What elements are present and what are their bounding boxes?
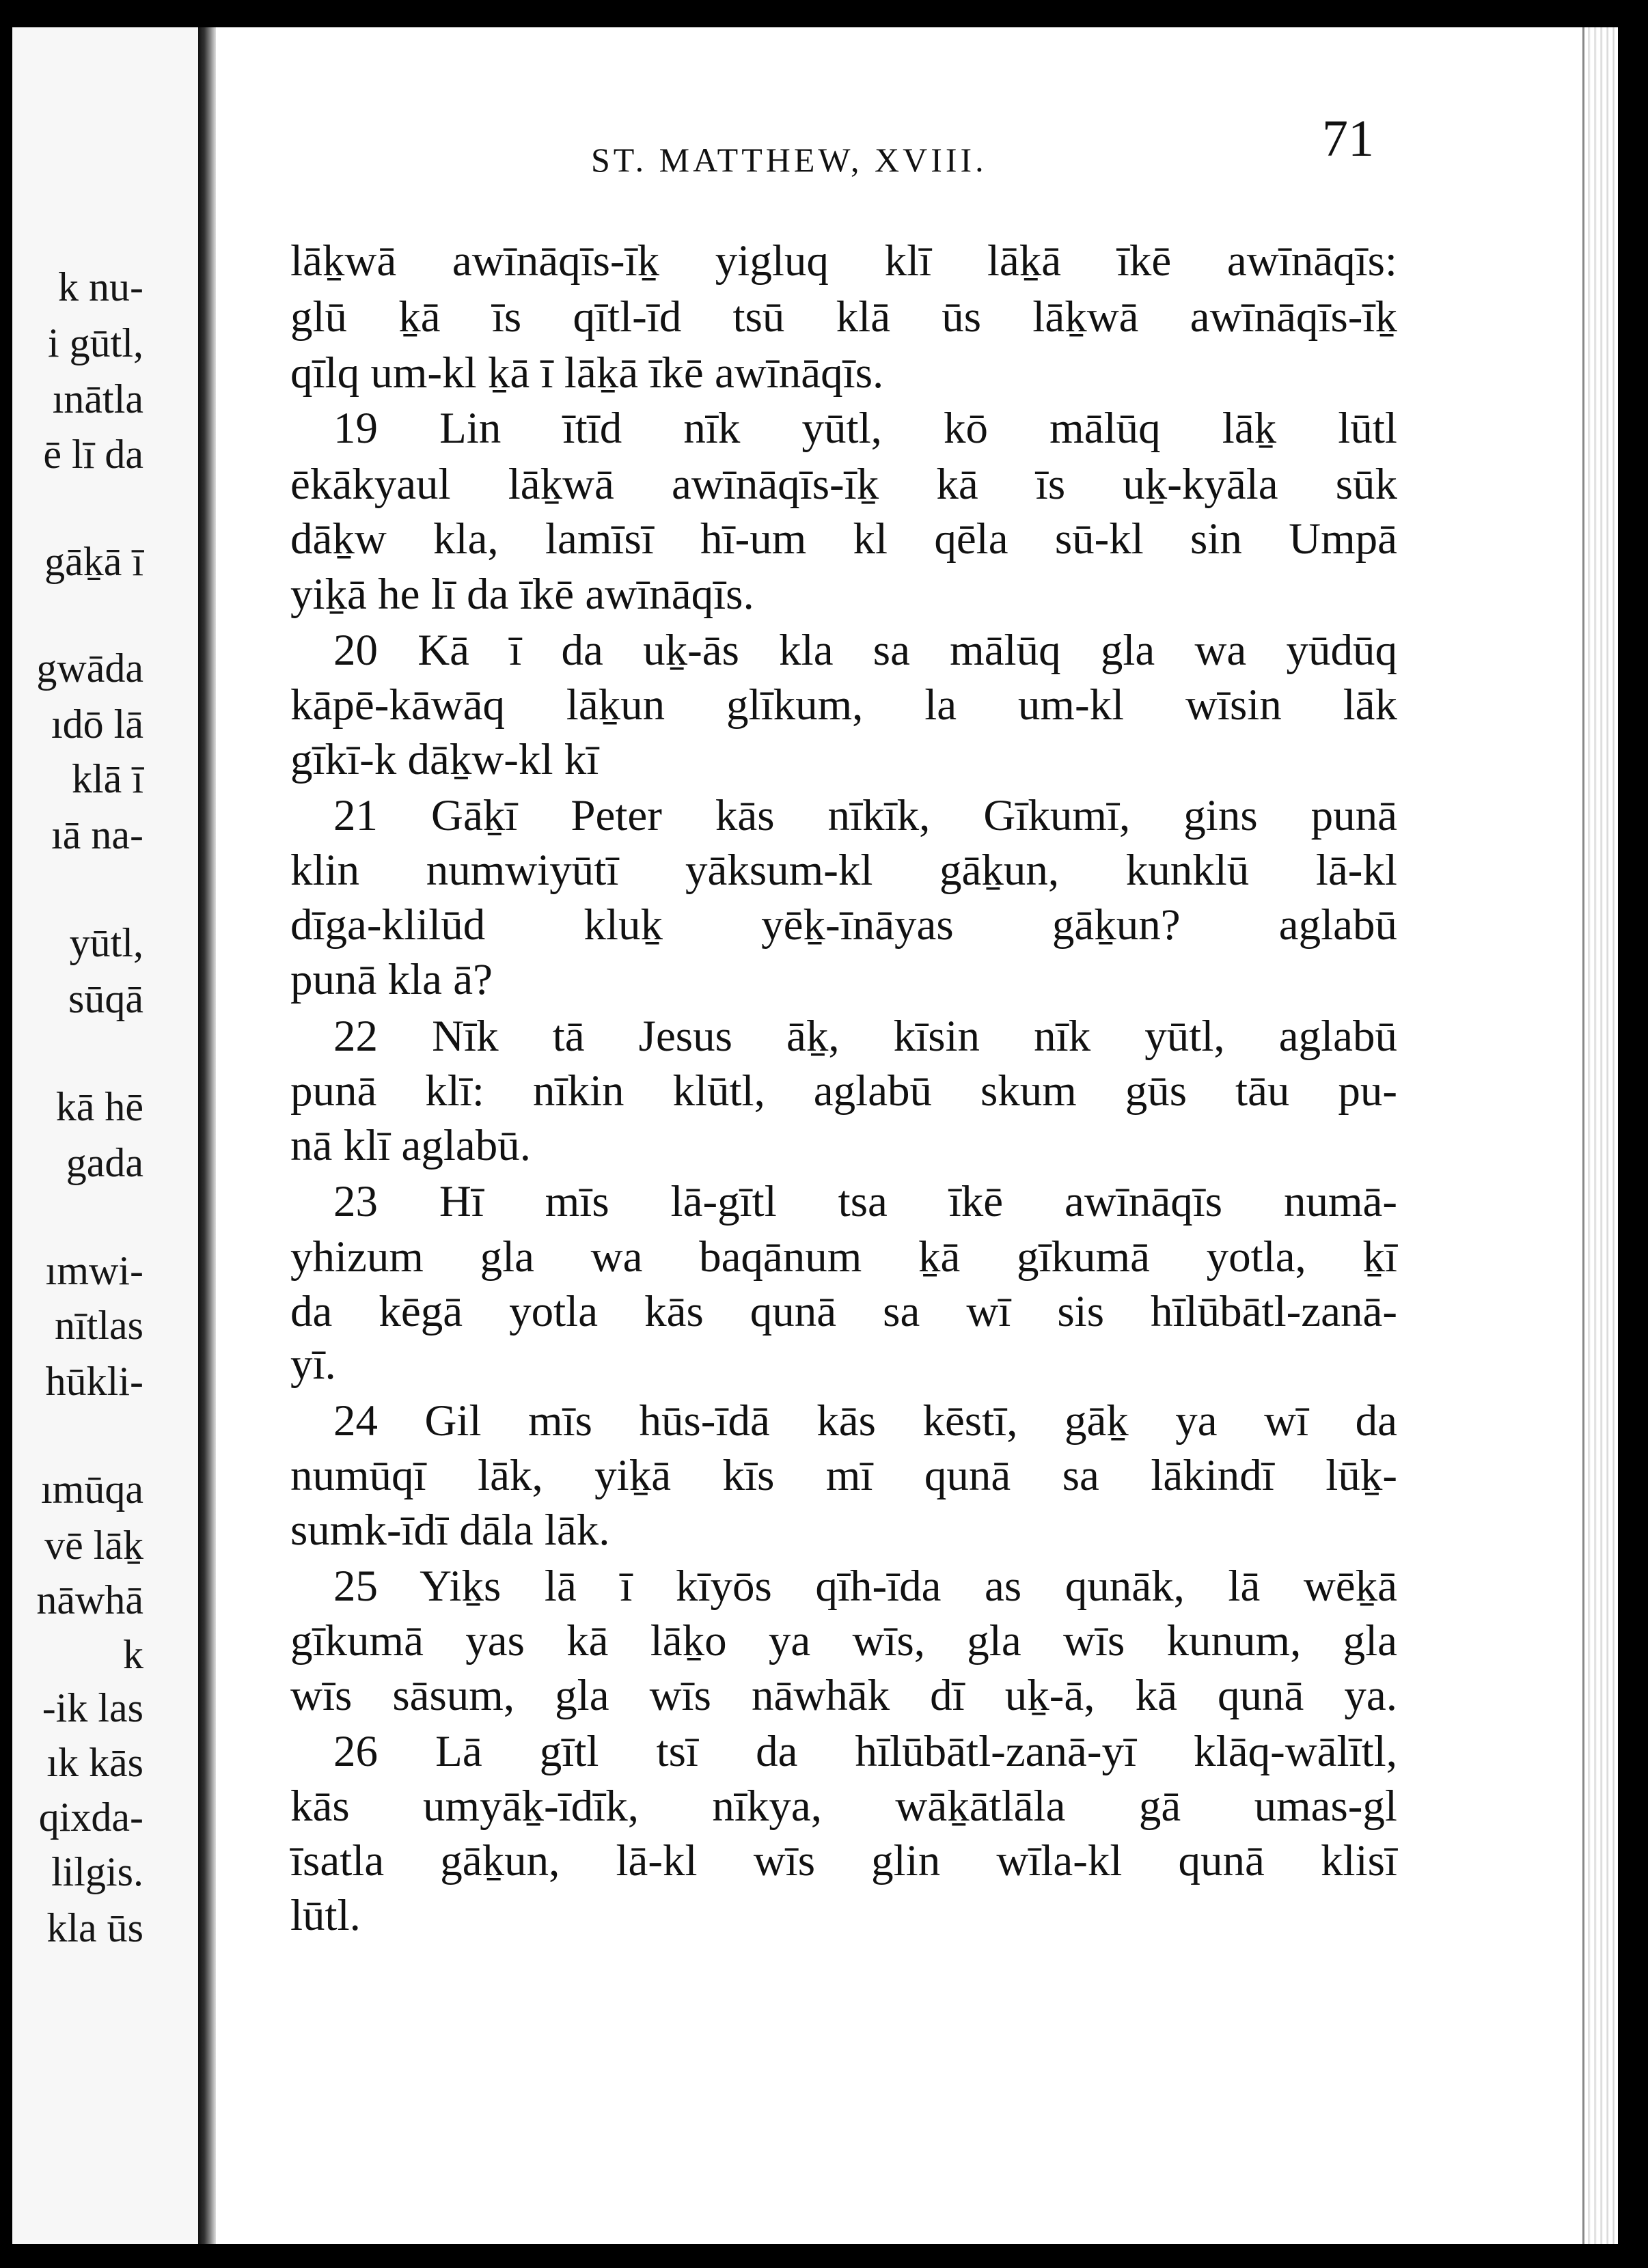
page-edge-stack [1582,27,1620,2244]
page-number: 71 [1322,110,1374,167]
facing-page-line: k nu- [58,264,143,309]
verse-24-start: 24 Gil mīs hūs-īdā kās kēstī, gāḵ ya wī da [333,1396,1397,1446]
facing-page-line: nāwhā [36,1577,143,1622]
text-line: punā kla ā? [290,955,493,1004]
scan-border-top [0,0,1648,27]
text-line: kāpē-kāwāq lāḵun glīkum, la um-kl wīsin lāk [290,680,1397,730]
verse-26-start: 26 Lā gītl tsī da hīlūbātl-zanā-yī klāq-wālītl, [333,1727,1397,1776]
facing-page-line: ınātla [52,376,143,421]
facing-page-fragment [12,27,198,2244]
text-line: dīga-klilūd kluḵ yēḵ-īnāyas gāḵun? aglabū [290,900,1397,950]
facing-page-line: kā hē [55,1084,143,1129]
text-line: numūqī lāk, yiḵā kīs mī qunā sa lākindī lūḵ- [290,1451,1397,1500]
facing-page-line: gada [66,1140,143,1185]
facing-page-line: ımwi- [45,1248,143,1293]
facing-page-line: nītlas [55,1303,143,1348]
text-line: ēkākyaul lāḵwā awīnāqīs-īḵ kā īs uḵ-kyāla sūk [290,460,1397,509]
verse-21-start: 21 Gāḵī Peter kās nīkīk, Gīkumī, gins punā [333,791,1397,840]
text-line: lāḵwā awīnāqīs-īḵ yigluq klī lāḵā īkē awīnāqīs: [290,236,1397,286]
text-line: īsatla gāḵun, lā-kl wīs glin wīla-kl qunā klisī [290,1836,1397,1885]
facing-page-line: ē lī da [43,432,143,477]
text-line: yī. [290,1340,336,1389]
verse-23-start: 23 Hī mīs lā-gītl tsa īkē awīnāqīs numā- [333,1177,1397,1226]
text-line: punā klī: nīkin klūtl, aglabū skum gūs tāu pu- [290,1066,1397,1116]
text-line: kās umyāḵ-īdīk, nīkya, wāḵātlāla gā umas-gl [290,1782,1397,1831]
text-line: gīkī-k dāḵw-kl kī [290,735,599,784]
facing-page-line: ıdō lā [51,702,143,747]
text-line: klin numwiyūtī yāksum-kl gāḵun, kunklū lā-kl [290,846,1397,895]
verse-25-start: 25 Yiḵs lā ī kīyōs qīh-īda as qunāk, lā wēḵā [333,1562,1397,1611]
text-line: yhizum gla wa baqānum ḵā gīkumā yotla, ḵī [290,1232,1397,1282]
facing-page-line: gāḵā ī [44,539,143,584]
text-line: sumk-īdī dāla lāk. [290,1506,610,1555]
text-line: glū ḵā īs qītl-īd tsū klā ūs lāḵwā awīnāqīs-īḵ [290,292,1397,342]
facing-page-line: gwāda [36,646,143,691]
facing-page-line: klā ī [72,756,143,801]
verse-22-start: 22 Nīk tā Jesus āḵ, kīsin nīk yūtl, aglabū [333,1012,1397,1061]
text-line: nā klī aglabū. [290,1121,531,1170]
facing-page-line: i gūtl, [47,320,143,365]
text-line: lūtl. [290,1891,361,1940]
facing-page-line: ık kās [46,1740,143,1785]
text-line: qīlq um-kl ḵā ī lāḵā īkē awīnāqīs. [290,348,884,398]
running-title: ST. MATTHEW, XVIII. [591,141,987,179]
facing-page-line: vē lāḵ [44,1523,143,1568]
facing-page-line: -ik las [42,1685,143,1730]
facing-page-line: yūtl, [69,920,143,965]
text-line: dāḵw kla, lamīsī hī-um kl qēla sū-kl sin Umpā [290,514,1397,564]
facing-page-line: hūkli- [45,1359,143,1404]
facing-page-line: ıā na- [51,812,143,857]
facing-page-line: qixda- [38,1795,143,1840]
text-line: gīkumā yas kā lāḵo ya wīs, gla wīs kunum, gla [290,1616,1397,1665]
text-line: da kēgā yotla kās qunā sa wī sis hīlūbātl-zanā- [290,1287,1397,1336]
text-line: yiḵā he lī da īkē awīnāqīs. [290,570,754,619]
text-line: wīs sāsum, gla wīs nāwhāk dī uḵ-ā, kā qunā ya. [290,1671,1397,1720]
verse-20-start: 20 Kā ī da uḵ-ās kla sa mālūq gla wa yūdūq [333,626,1397,675]
scan-border-left [0,0,12,2268]
scan-border-bottom [0,2244,1648,2268]
verse-19-start: 19 Lin ītīd nīk yūtl, kō mālūq lāḵ lūtl [333,404,1397,453]
book-gutter [198,27,216,2244]
facing-page-line: sūqā [68,976,143,1021]
facing-page-line: lilgis. [51,1849,143,1894]
facing-page-line: kla ūs [46,1905,143,1950]
facing-page-line: ımūqa [41,1467,143,1512]
scan-border-right [1618,0,1648,2268]
facing-page-line: k [123,1632,143,1677]
